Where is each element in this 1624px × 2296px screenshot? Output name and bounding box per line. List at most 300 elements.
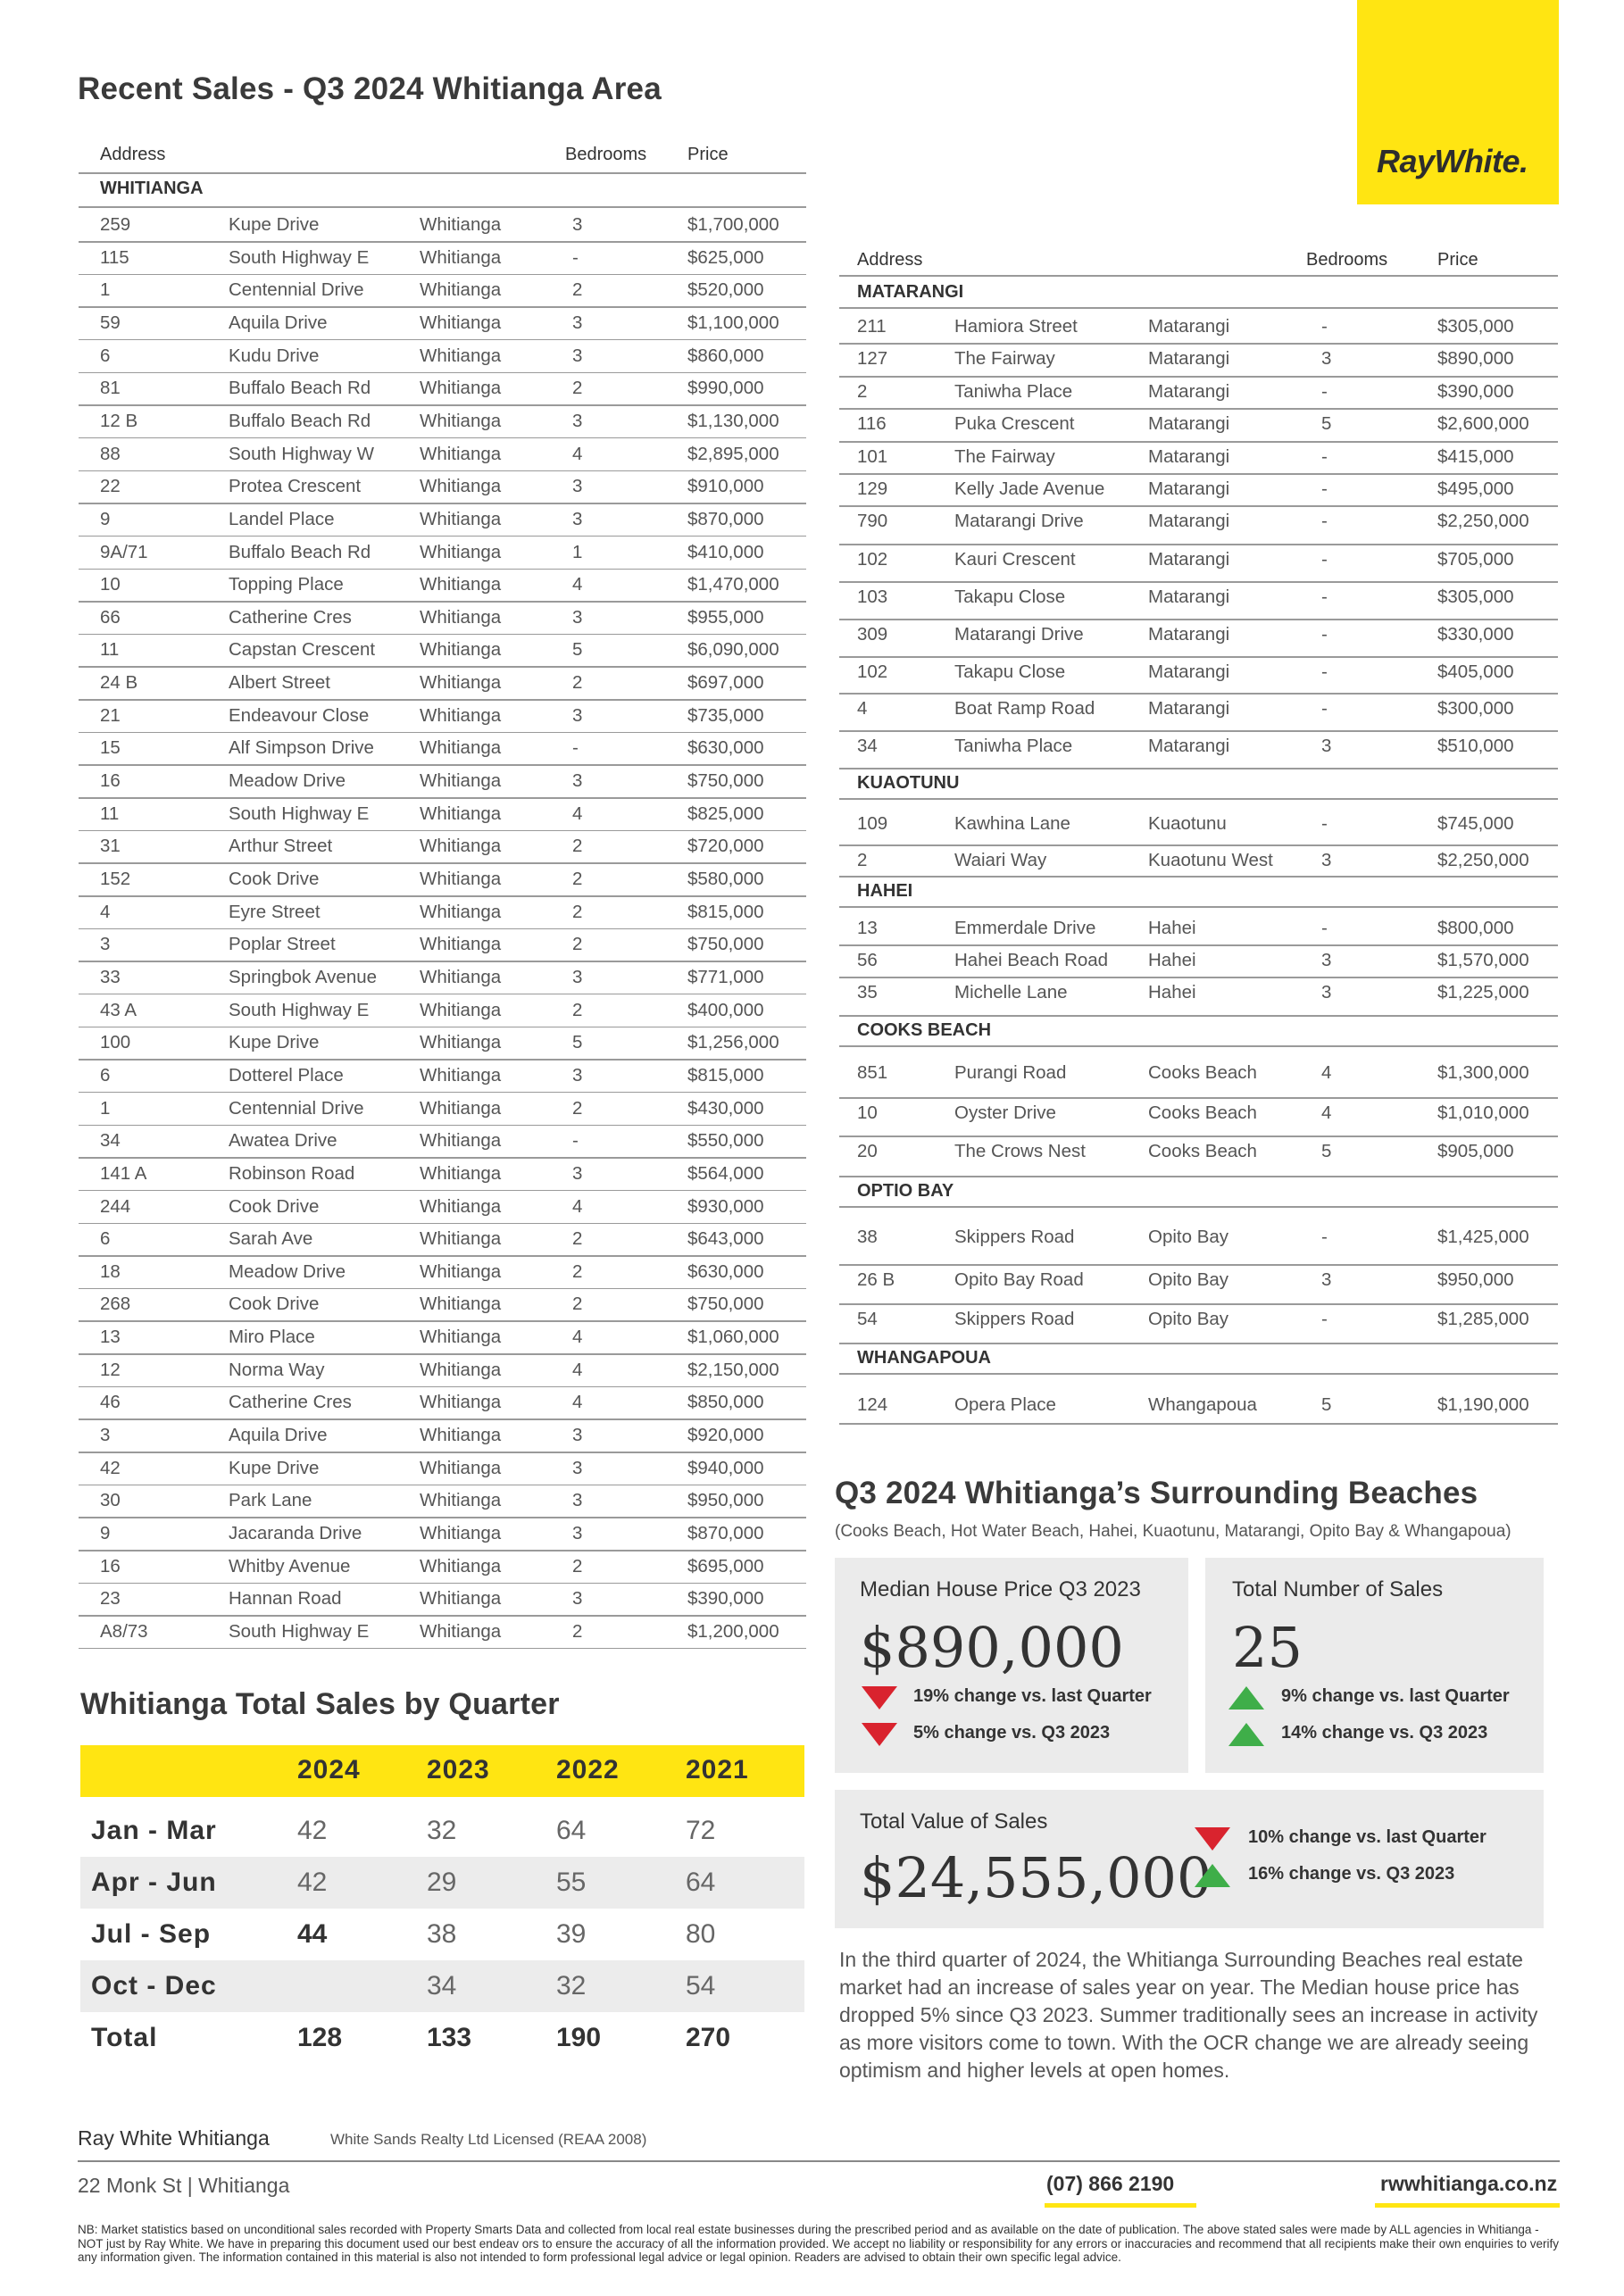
- row-rule: [79, 241, 806, 243]
- price: $695,000: [687, 1555, 764, 1576]
- street-name: South Highway E: [229, 246, 370, 268]
- street-name: Takapu Close: [954, 661, 1066, 682]
- suburb: Whitianga: [420, 1260, 502, 1282]
- median-price-card: [835, 1558, 1188, 1773]
- suburb: Whitianga: [420, 934, 502, 955]
- street-name: Puka Crescent: [954, 413, 1075, 434]
- bedrooms: 3: [1321, 982, 1332, 1002]
- suburb: Hahei: [1148, 918, 1196, 938]
- row-rule: [839, 1264, 1558, 1266]
- bedrooms: 3: [1321, 1269, 1332, 1290]
- price: $564,000: [687, 1162, 764, 1184]
- quarter-value: 190: [556, 2023, 602, 2052]
- suburb: Matarangi: [1148, 316, 1230, 337]
- section-whangapoua: WHANGAPOUA: [857, 1348, 991, 1368]
- section-kuaotunu: KUAOTUNU: [857, 773, 960, 793]
- row-rule: [79, 1288, 806, 1290]
- street-number: 6: [100, 1064, 111, 1086]
- bedrooms: -: [1321, 624, 1328, 645]
- street-name: Buffalo Beach Rd: [229, 541, 371, 562]
- section-rule: [839, 307, 1558, 309]
- suburb: Whitianga: [420, 1359, 502, 1380]
- bedrooms: 4: [572, 1327, 583, 1348]
- price: $430,000: [687, 1097, 764, 1119]
- street-name: Matarangi Drive: [954, 624, 1084, 645]
- bedrooms: 2: [572, 279, 583, 301]
- quarter-value: 64: [556, 1816, 587, 1845]
- suburb: Matarangi: [1148, 348, 1230, 369]
- section-hahei: HAHEI: [857, 881, 913, 901]
- suburb: Whitianga: [420, 279, 502, 301]
- street-number: 9A/71: [100, 541, 148, 562]
- office-name: Ray White Whitianga: [78, 2126, 270, 2150]
- street-number: 56: [857, 950, 878, 970]
- section-rule: [839, 1206, 1558, 1208]
- suburb: Opito Bay: [1148, 1227, 1229, 1247]
- phone-number[interactable]: (07) 866 2190: [1046, 2172, 1175, 2195]
- price: $870,000: [687, 1523, 764, 1543]
- street-name: The Fairway: [954, 348, 1055, 369]
- bedrooms: 3: [572, 1064, 583, 1086]
- suburb: Whitianga: [420, 345, 502, 366]
- bedrooms: 4: [572, 803, 583, 824]
- bedrooms: 3: [572, 1425, 583, 1446]
- bedrooms: -: [1321, 813, 1328, 834]
- suburb: Whitianga: [420, 1588, 502, 1610]
- median-change-year: 5% change vs. Q3 2023: [913, 1723, 1111, 1743]
- row-rule: [839, 343, 1558, 345]
- row-rule: [79, 1648, 806, 1650]
- street-name: Taniwha Place: [954, 736, 1073, 756]
- year-header: 2022: [556, 1755, 620, 1784]
- row-rule: [79, 830, 806, 832]
- row-rule: [79, 470, 806, 472]
- street-name: Arthur Street: [229, 836, 333, 857]
- quarter-value: 38: [427, 1919, 457, 1949]
- suburb: Cooks Beach: [1148, 1062, 1257, 1083]
- total-value-amount: $24,555,000: [860, 1845, 1212, 1910]
- price: $405,000: [1437, 661, 1514, 682]
- street-number: 88: [100, 443, 121, 464]
- row-rule: [79, 503, 806, 504]
- suburb: Whangapoua: [1148, 1394, 1257, 1415]
- price: $745,000: [1437, 813, 1514, 834]
- suburb: Whitianga: [420, 214, 502, 235]
- bedrooms: 3: [572, 1490, 583, 1511]
- row-rule: [839, 944, 1558, 946]
- street-number: 259: [100, 214, 131, 235]
- street-name: Awatea Drive: [229, 1130, 337, 1152]
- year-header: 2024: [297, 1755, 361, 1784]
- street-name: Oyster Drive: [954, 1102, 1056, 1123]
- street-number: 101: [857, 446, 888, 467]
- street-name: Opito Bay Road: [954, 1269, 1084, 1290]
- street-number: 11: [100, 639, 120, 661]
- price: $1,190,000: [1437, 1394, 1529, 1415]
- suburb: Matarangi: [1148, 511, 1230, 531]
- value-change-year: 16% change vs. Q3 2023: [1248, 1864, 1455, 1884]
- row-rule: [839, 1015, 1558, 1017]
- suburb: Whitianga: [420, 443, 502, 464]
- suburb: Cooks Beach: [1148, 1141, 1257, 1161]
- price: $1,470,000: [687, 574, 779, 595]
- row-rule: [79, 1157, 806, 1159]
- price: $2,150,000: [687, 1359, 779, 1380]
- row-rule: [79, 1550, 806, 1551]
- price: $890,000: [1437, 348, 1514, 369]
- bedrooms: 1: [572, 541, 583, 562]
- street-name: Dotterel Place: [229, 1064, 344, 1086]
- suburb: Whitianga: [420, 312, 502, 333]
- suburb: Whitianga: [420, 1228, 502, 1250]
- page-title: Recent Sales - Q3 2024 Whitianga Area: [78, 71, 662, 106]
- row-rule: [79, 404, 806, 406]
- street-number: 102: [857, 661, 888, 682]
- street-number: 244: [100, 1195, 131, 1217]
- street-number: 9: [100, 508, 111, 529]
- bedrooms: 3: [572, 966, 583, 987]
- price: $1,130,000: [687, 410, 779, 431]
- price: $1,200,000: [687, 1620, 779, 1642]
- footer-divider: [78, 2160, 1560, 2162]
- row-rule: [79, 1190, 806, 1192]
- bedrooms: 3: [572, 1162, 583, 1184]
- price: $410,000: [687, 541, 764, 562]
- street-number: 43 A: [100, 999, 137, 1020]
- street-name: Kupe Drive: [229, 1457, 320, 1478]
- price: $800,000: [1437, 918, 1514, 938]
- row-rule: [839, 1176, 1558, 1177]
- price: $920,000: [687, 1425, 764, 1446]
- row-rule: [79, 862, 806, 864]
- bedrooms: 2: [572, 869, 583, 889]
- bedrooms: 5: [572, 639, 583, 661]
- row-rule: [79, 1452, 806, 1453]
- header-rule: [839, 275, 1558, 277]
- price: $330,000: [1437, 624, 1514, 645]
- street-number: 851: [857, 1062, 888, 1083]
- row-rule: [79, 1223, 806, 1225]
- street-name: Eyre Street: [229, 901, 321, 922]
- row-rule: [79, 372, 806, 374]
- row-rule: [839, 505, 1558, 507]
- row-rule: [79, 1125, 806, 1127]
- sales-change-quarter: 9% change vs. last Quarter: [1281, 1686, 1510, 1706]
- bedrooms: 2: [572, 1228, 583, 1250]
- street-name: Hahei Beach Road: [954, 950, 1109, 970]
- section-rule: [839, 798, 1558, 800]
- quarter-label: Jul - Sep: [91, 1919, 212, 1949]
- street-name: Cook Drive: [229, 1294, 320, 1315]
- price: $990,000: [687, 378, 764, 399]
- street-name: Catherine Cres: [229, 1392, 352, 1413]
- row-rule: [839, 656, 1558, 658]
- street-name: South Highway E: [229, 1620, 370, 1642]
- price: $750,000: [687, 1294, 764, 1315]
- bedrooms: 3: [572, 476, 583, 497]
- row-rule: [839, 441, 1558, 443]
- street-number: 35: [857, 982, 878, 1002]
- bedrooms: -: [572, 1130, 579, 1152]
- suburb: Kuaotunu West: [1148, 850, 1273, 870]
- suburb: Whitianga: [420, 606, 502, 628]
- suburb: Whitianga: [420, 1130, 502, 1152]
- street-number: 129: [857, 478, 888, 499]
- street-number: 9: [100, 1523, 111, 1543]
- price: $771,000: [687, 966, 764, 987]
- suburb: Matarangi: [1148, 381, 1230, 402]
- street-name: Topping Place: [229, 574, 344, 595]
- row-rule: [79, 1517, 806, 1518]
- row-rule: [79, 666, 806, 668]
- price: $520,000: [687, 279, 764, 301]
- suburb: Whitianga: [420, 1457, 502, 1478]
- street-name: Kauri Crescent: [954, 549, 1076, 570]
- price: $510,000: [1437, 736, 1514, 756]
- bedrooms: -: [572, 737, 579, 759]
- street-name: Sarah Ave: [229, 1228, 313, 1250]
- street-number: 46: [100, 1392, 121, 1413]
- price: $705,000: [1437, 549, 1514, 570]
- street-number: 15: [100, 737, 121, 759]
- down-arrow-icon: [1195, 1827, 1230, 1851]
- down-arrow-icon: [862, 1723, 897, 1746]
- bedrooms: 2: [572, 1555, 583, 1576]
- street-number: 152: [100, 869, 131, 889]
- price: $697,000: [687, 672, 764, 694]
- price: $905,000: [1437, 1141, 1514, 1161]
- price: $1,700,000: [687, 214, 779, 235]
- street-name: Kudu Drive: [229, 345, 320, 366]
- price: $815,000: [687, 1064, 764, 1086]
- row-rule: [79, 994, 806, 995]
- suburb: Whitianga: [420, 1555, 502, 1576]
- suburb: Matarangi: [1148, 413, 1230, 434]
- bedrooms: -: [1321, 478, 1328, 499]
- row-rule: [839, 581, 1558, 583]
- price: $6,090,000: [687, 639, 779, 661]
- street-name: Meadow Drive: [229, 1260, 346, 1282]
- street-name: Aquila Drive: [229, 1425, 328, 1446]
- street-number: 2: [857, 381, 868, 402]
- price: $1,570,000: [1437, 950, 1529, 970]
- disclaimer-text: NB: Market statistics based on unconditional sales recorded with Property Smarts Data and collected from local real estate businesses during the prescribed period and as available on the date of publication. The above stated sales were made by ALL agencies in Whitianga - NOT just by Ray White. We have in preparing this document used our best endeav ors to ensure the accuracy of all the information provided. We accept no liability or responsibility for any errors or inaccuracies and recommend that all recipients make their own enquiries to verify any information given. The information contained in this material is also not intended to form professional legal advice or legal opinion. Readers are advised to obtain their own specific legal advice.: [78, 2223, 1560, 2264]
- website-link[interactable]: rwwhitianga.co.nz: [1380, 2172, 1558, 2195]
- bedrooms: -: [572, 246, 579, 268]
- street-name: Jacaranda Drive: [229, 1523, 362, 1543]
- street-number: 102: [857, 549, 888, 570]
- quarter-label: Apr - Jun: [91, 1868, 217, 1897]
- suburb: Whitianga: [420, 966, 502, 987]
- up-arrow-icon: [1228, 1686, 1264, 1710]
- street-name: Miro Place: [229, 1327, 315, 1348]
- suburb: Whitianga: [420, 901, 502, 922]
- quarter-table-title: Whitianga Total Sales by Quarter: [80, 1687, 560, 1721]
- street-number: 4: [857, 698, 868, 719]
- street-name: Boat Ramp Road: [954, 698, 1095, 719]
- suburb: Matarangi: [1148, 624, 1230, 645]
- street-name: Emmerdale Drive: [954, 918, 1096, 938]
- row-rule: [79, 1320, 806, 1322]
- price: $910,000: [687, 476, 764, 497]
- suburb: Whitianga: [420, 836, 502, 857]
- street-name: Kupe Drive: [229, 214, 320, 235]
- suburb: Whitianga: [420, 574, 502, 595]
- suburb: Whitianga: [420, 803, 502, 824]
- row-rule: [839, 977, 1558, 978]
- suburb: Whitianga: [420, 1425, 502, 1446]
- section-optio-bay: OPTIO BAY: [857, 1181, 954, 1201]
- bedrooms: 5: [1321, 413, 1332, 434]
- row-rule: [839, 408, 1558, 410]
- col-header-bedrooms: Bedrooms: [1306, 250, 1388, 270]
- street-number: 81: [100, 378, 121, 399]
- street-number: 10: [857, 1102, 878, 1123]
- market-commentary: In the third quarter of 2024, the Whitianga Surrounding Beaches real estate market had an increase of sales year on year. The Median house price has dropped 5% since Q3 2023. Summer traditionally sees an increase in activity as more visitors come to town. With the OCR change we are already seeing optimism and higher levels at open homes.: [839, 1948, 1538, 2082]
- suburb: Whitianga: [420, 1523, 502, 1543]
- street-name: Takapu Close: [954, 586, 1066, 607]
- street-number: 26 B: [857, 1269, 895, 1290]
- suburb: Whitianga: [420, 1032, 502, 1053]
- row-rule: [79, 1092, 806, 1094]
- bedrooms: 4: [1321, 1062, 1332, 1083]
- bedrooms: 5: [572, 1032, 583, 1053]
- license-text: White Sands Realty Ltd Licensed (REAA 2008): [330, 2131, 647, 2148]
- row-rule: [839, 376, 1558, 378]
- row-rule: [839, 876, 1558, 878]
- col-header-address: Address: [100, 145, 166, 164]
- street-name: Capstan Crescent: [229, 639, 376, 661]
- price: $735,000: [687, 704, 764, 726]
- price: $930,000: [687, 1195, 764, 1217]
- street-name: Centennial Drive: [229, 1097, 364, 1119]
- suburb: Matarangi: [1148, 446, 1230, 467]
- street-number: 16: [100, 1555, 121, 1576]
- street-number: 13: [857, 918, 878, 938]
- street-number: A8/73: [100, 1620, 148, 1642]
- row-rule: [79, 895, 806, 897]
- quarter-label: Total: [91, 2023, 158, 2052]
- street-name: Kawhina Lane: [954, 813, 1070, 834]
- bedrooms: 2: [572, 901, 583, 922]
- price: $415,000: [1437, 446, 1514, 467]
- street-number: 268: [100, 1294, 131, 1315]
- price: $950,000: [687, 1490, 764, 1511]
- row-rule: [79, 764, 806, 766]
- row-rule: [79, 306, 806, 308]
- street-number: 20: [857, 1141, 878, 1161]
- bedrooms: -: [1321, 586, 1328, 607]
- price: $400,000: [687, 999, 764, 1020]
- row-rule: [79, 928, 806, 930]
- suburb: Whitianga: [420, 410, 502, 431]
- bedrooms: -: [1321, 661, 1328, 682]
- price: $720,000: [687, 836, 764, 857]
- bedrooms: 2: [572, 999, 583, 1020]
- street-number: 124: [857, 1394, 888, 1415]
- row-rule: [79, 1386, 806, 1388]
- suburb: Matarangi: [1148, 549, 1230, 570]
- street-name: Hamiora Street: [954, 316, 1078, 337]
- total-sales-title: Total Number of Sales: [1232, 1577, 1444, 1601]
- price: $1,425,000: [1437, 1227, 1529, 1247]
- street-name: Catherine Cres: [229, 606, 352, 628]
- quarter-value: 39: [556, 1919, 587, 1949]
- quarter-value: 29: [427, 1868, 457, 1897]
- bedrooms: 3: [572, 345, 583, 366]
- street-name: Alf Simpson Drive: [229, 737, 374, 759]
- phone-underline: [1045, 2203, 1196, 2208]
- street-number: 22: [100, 476, 121, 497]
- street-number: 59: [100, 312, 121, 333]
- median-price-value: $890,000: [860, 1615, 1124, 1680]
- quarter-value: 32: [427, 1816, 457, 1845]
- price: $630,000: [687, 1260, 764, 1282]
- row-rule: [79, 339, 806, 341]
- bedrooms: 3: [572, 606, 583, 628]
- bedrooms: 2: [572, 1260, 583, 1282]
- price: $305,000: [1437, 316, 1514, 337]
- street-number: 2: [857, 850, 868, 870]
- street-name: Springbok Avenue: [229, 966, 378, 987]
- street-number: 38: [857, 1227, 878, 1247]
- street-name: Albert Street: [229, 672, 330, 694]
- street-number: 11: [100, 803, 120, 824]
- down-arrow-icon: [862, 1686, 897, 1710]
- price: $750,000: [687, 934, 764, 955]
- street-number: 31: [100, 836, 121, 857]
- brand-logo: [1357, 0, 1559, 204]
- row-rule: [839, 768, 1558, 769]
- suburb: Whitianga: [420, 999, 502, 1020]
- row-rule: [839, 1423, 1558, 1425]
- street-name: South Highway E: [229, 803, 370, 824]
- price: $2,250,000: [1437, 511, 1529, 531]
- street-number: 16: [100, 770, 121, 792]
- total-value-title: Total Value of Sales: [860, 1809, 1048, 1834]
- street-name: Norma Way: [229, 1359, 325, 1380]
- street-number: 54: [857, 1309, 878, 1329]
- bedrooms: -: [1321, 1309, 1328, 1329]
- suburb: Hahei: [1148, 950, 1196, 970]
- row-rule: [79, 437, 806, 439]
- row-rule: [839, 544, 1558, 545]
- price: $870,000: [687, 508, 764, 529]
- quarter-value: 42: [297, 1816, 328, 1845]
- street-name: The Fairway: [954, 446, 1055, 467]
- row-rule: [79, 274, 806, 276]
- bedrooms: 3: [572, 312, 583, 333]
- bedrooms: 3: [572, 410, 583, 431]
- quarter-value: 32: [556, 1971, 587, 2001]
- price: $625,000: [687, 246, 764, 268]
- suburb: Opito Bay: [1148, 1269, 1229, 1290]
- section-rule: [839, 1045, 1558, 1047]
- street-name: The Crows Nest: [954, 1141, 1086, 1161]
- street-name: Buffalo Beach Rd: [229, 410, 371, 431]
- quarter-value: 44: [297, 1919, 328, 1949]
- street-name: Matarangi Drive: [954, 511, 1084, 531]
- suburb: Whitianga: [420, 770, 502, 792]
- row-rule: [79, 1615, 806, 1617]
- price: $643,000: [687, 1228, 764, 1250]
- suburb: Kuaotunu: [1148, 813, 1227, 834]
- quarter-label: Oct - Dec: [91, 1971, 217, 2001]
- street-name: Kelly Jade Avenue: [954, 478, 1105, 499]
- row-rule: [839, 473, 1558, 475]
- bedrooms: 3: [572, 508, 583, 529]
- quarter-label: Jan - Mar: [91, 1816, 217, 1845]
